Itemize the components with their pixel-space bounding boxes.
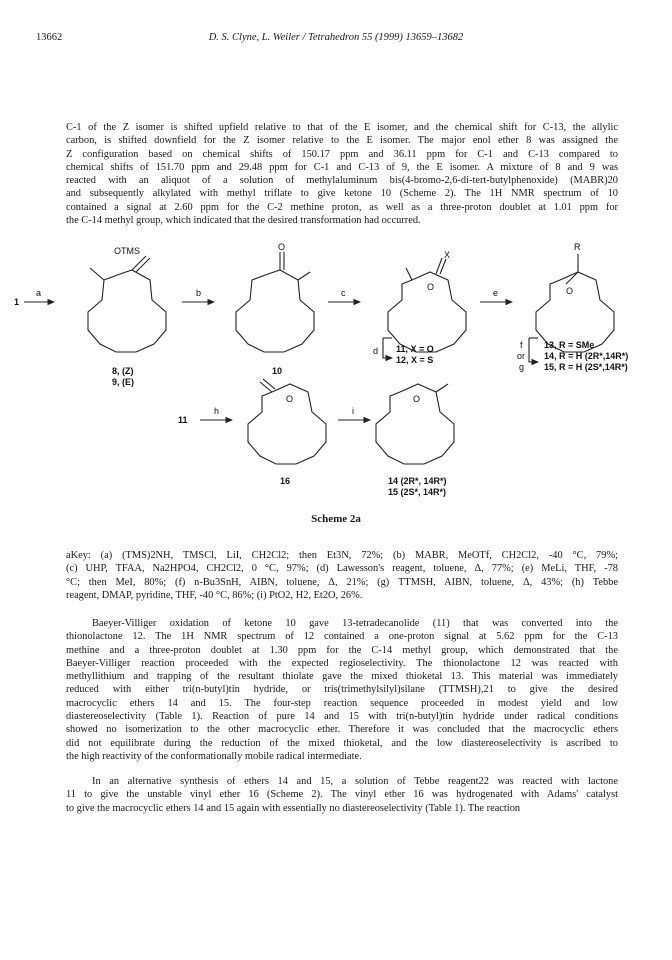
text-line: chemical shifts of 151.70 ppm and 29.48 ppm for C-1 and C-13 of 9, the E isomer. A mixture of 8 and 9 was	[66, 161, 618, 173]
label-9: 9, (E)	[112, 377, 135, 387]
text-line: thionolactone 12. The 1H NMR spectrum of 12 contained a one-proton signal at 5.62 ppm for the C-13	[66, 631, 618, 643]
substituent-o: O	[278, 242, 286, 252]
text-line: (c) UHP, TFAA, Na2HPO4, CH2Cl2, 0 °C, 97%; (d) Lawesson's reagent, toluene, Δ, 77%; (e) MeLi, THF, -78	[66, 563, 618, 575]
text-line: the high reactivity of the conformationally mobile radical intermediate.	[66, 750, 362, 762]
text-line: carbon, is shifted downfield for the Z isomer relative to the E isomer. The major enol ether 8 was assigned the	[66, 135, 618, 147]
text-line: °C; then MeI, 80%; (f) n-Bu3SnH, AIBN, toluene, Δ, 21%; (g) TTMSH, AIBN, toluene, Δ, 43%; (h) Tebbe	[66, 576, 618, 588]
ring-oxygen-16: O	[286, 394, 294, 404]
text-line: did not equilibrate during the reduction of the mixed thioketal, and the low diastereoselectivity is ascribed to	[66, 737, 618, 749]
reagent-or: or	[517, 351, 526, 361]
text-line: methyllithium and trapping of the resultant thiolate gave the mixed thioketal 13. This material was immediately	[66, 671, 618, 683]
text-line: macrocyclic ethers 14 and 15. The four-step reaction sequence proceeded in modest yield and low	[66, 697, 618, 709]
paragraph-3	[66, 775, 618, 815]
label-12: 12, X = S	[396, 355, 434, 365]
scheme-key	[66, 549, 618, 602]
reagent-b: b	[196, 288, 202, 298]
reagent-h: h	[214, 406, 220, 416]
ring-10	[236, 270, 314, 352]
label-8: 8, (Z)	[112, 366, 134, 376]
label-16: 16	[280, 476, 291, 486]
text-line: diastereoselectivity (Table 1). Reaction of pure 14 and 15 with tri(n-butyl)tin hydride under radical conditions	[66, 711, 618, 723]
text-line: reagent, DMAP, pyridine, THF, -40 °C, 86%; (i) PtO2, H2, Et2O, 26%.	[66, 589, 363, 601]
arrow-f-g	[529, 338, 538, 362]
reagent-f: f	[520, 340, 523, 350]
reagent-d: d	[373, 346, 379, 356]
text-line: to give the macrocyclic ethers 14 and 15 again with essentially no diastereoselectivity (Table 1). The reaction	[66, 802, 521, 814]
reagent-i: i	[352, 406, 354, 416]
label-15: 15, R = H (2S*,14R*)	[544, 362, 628, 372]
arrow-d	[383, 338, 392, 358]
label-13: 13, R = SMe	[544, 340, 595, 350]
text-line: the C-14 methyl group, which indicated that the desired transformation had occurred.	[66, 215, 421, 227]
substituent-otms: OTMS	[114, 246, 140, 256]
enol-double-bond	[132, 256, 146, 270]
label-14-product: 14 (2R*, 14R*)	[388, 476, 447, 486]
scheme-row-1	[24, 252, 614, 362]
text-line: Z configuration based on chemical shifts of 150.17 ppm and 36.11 ppm for C-1 and C-13 compared to	[66, 148, 618, 160]
ring-8-9	[88, 270, 166, 352]
reagent-e: e	[493, 288, 499, 298]
text-line: methine and a three-proton doublet at 1.30 ppm for the C-14 methyl group, which demonstrated that the	[66, 644, 618, 656]
text-line: showed no isomerization to the other macrocyclic ether. Therefore it was concluded that the macrocyclic ethers	[66, 724, 618, 736]
substituent-x: X	[444, 250, 451, 260]
scheme-caption: Scheme 2a	[311, 513, 361, 525]
substituent-r: R	[574, 242, 581, 252]
page-header	[0, 32, 672, 48]
text-line: contained a signal at 2.60 ppm for the C-2 methine proton, as well as a three-proton doublet at 1.01 ppm for	[66, 201, 618, 213]
label-1: 1	[14, 297, 20, 307]
text-line: reacted with an aliquot of a solution of methylaluminum bis(4-bromo-2,6-di-tert-butylphenoxide) (MABR)20	[66, 175, 618, 187]
text-line: In an alternative synthesis of ethers 14 and 15, a solution of Tebbe reagent22 was reacted with lactone	[92, 776, 618, 787]
label-11-row2: 11	[178, 415, 188, 425]
scheme-row-2	[200, 379, 454, 464]
text-line: C-1 of the Z isomer is shifted upfield relative to that of the E isomer, and the chemical shift for C-13, the allylic	[66, 122, 618, 133]
page-number: 13662	[36, 32, 63, 43]
ring-oxygen-2: O	[566, 286, 574, 296]
text-line: aKey: (a) (TMS)2NH, TMSCl, LiI, CH2Cl2; then Et3N, 72%; (b) MABR, MeOTf, CH2Cl2, -40 °C, 79%;	[66, 550, 618, 561]
label-14: 14, R = H (2R*,14R*)	[544, 351, 629, 361]
label-15-product: 15 (2S*, 14R*)	[388, 487, 447, 497]
text-line: Baeyer-Villiger oxidation of ketone 10 gave 13-tetradecanolide (11) that was converted into the	[92, 618, 618, 629]
text-line: and subsequently alkylated with methyl triflate to give ketone 10 (Scheme 2). The 1H NMR spectrum of 10	[66, 188, 618, 200]
text-line: 11 to give the unstable vinyl ether 16 (Scheme 2). The vinyl ether 16 was hydrogenated with Adams' catalyst	[66, 789, 618, 801]
ring-oxygen-product: O	[413, 394, 421, 404]
reagent-a: a	[36, 288, 42, 298]
reagent-c: c	[341, 288, 346, 298]
text-line: reduced with either tri(n-butyl)tin hydride, or tris(trimethylsilyl)silane (TTMSH),21 to give the desired	[66, 684, 618, 696]
label-10: 10	[272, 366, 283, 376]
scheme-2	[14, 242, 629, 534]
text-line: Baeyer-Villiger reaction proceeded with the expected regioselectivity. The thionolactone 12 was reacted with	[66, 657, 618, 669]
reagent-g: g	[519, 362, 525, 372]
paragraph-2	[66, 617, 618, 763]
ring-oxygen-1: O	[427, 282, 435, 292]
paragraph-1	[66, 121, 618, 227]
label-11: 11, X = O	[396, 344, 434, 354]
running-title: D. S. Clyne, L. Weiler / Tetrahedron 55 (1999) 13659–13682	[208, 32, 464, 43]
